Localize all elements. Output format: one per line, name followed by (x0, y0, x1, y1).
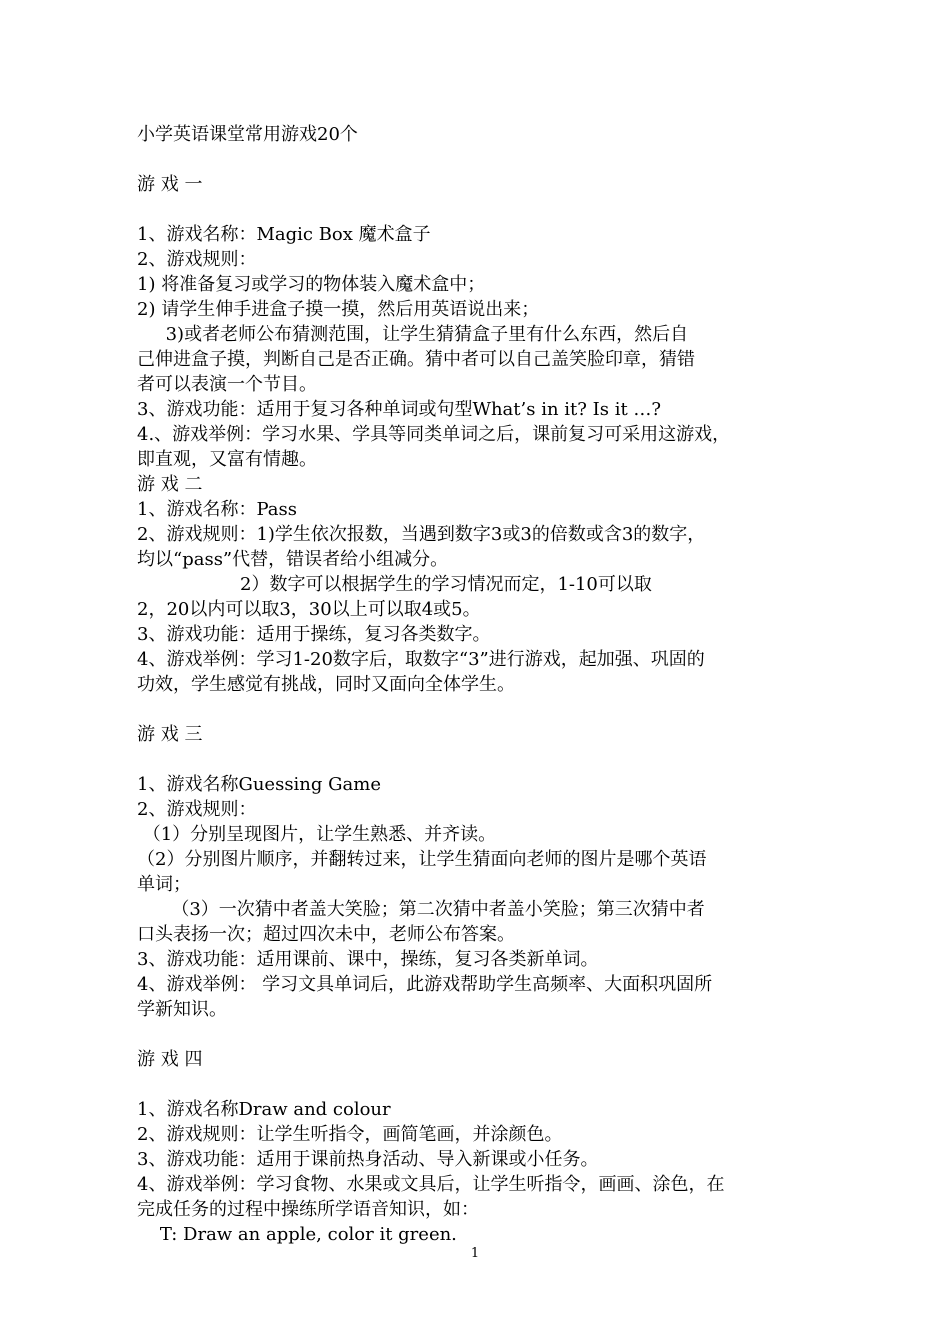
text-line: 2，20以内可以取3，30以上可以取4或5。 (137, 599, 481, 620)
blank-line (137, 1072, 827, 1097)
text-line: 4、游戏举例：学习1-20数字后，取数字“3”进行游戏，起加强、巩固的 (137, 649, 705, 670)
text-line: 功效，学生感觉有挑战，同时又面向全体学生。 (137, 674, 515, 695)
text-line: 1、游戏名称：Magic Box 魔术盒子 (137, 224, 431, 245)
blank-line (137, 147, 827, 172)
section-heading: 游 戏 一 (137, 174, 203, 195)
text-line: 1、游戏名称Draw and colour (137, 1099, 391, 1120)
document-body (137, 122, 827, 1247)
text-line: 1) 将准备复习或学习的物体装入魔术盒中； (137, 274, 486, 295)
text-line: 2、游戏规则： (137, 249, 257, 270)
text-line: 4、游戏举例：学习食物、水果或文具后，让学生听指令，画画、涂色，在 (137, 1174, 725, 1195)
text-line: 3、游戏功能：适用于课前热身活动、导入新课或小任务。 (137, 1149, 599, 1170)
document-title: 小学英语课堂常用游戏20个 (137, 124, 358, 145)
section-heading: 游 戏 二 (137, 474, 203, 495)
text-line: 3、游戏功能：适用课前、课中，操练，复习各类新单词。 (137, 949, 599, 970)
blank-line (137, 197, 827, 222)
text-line: 4.、游戏举例：学习水果、学具等同类单词之后，课前复习可采用这游戏， (137, 424, 731, 445)
blank-line (137, 747, 827, 772)
text-line: 者可以表演一个节目。 (137, 374, 317, 395)
text-line: 2) 请学生伸手进盒子摸一摸，然后用英语说出来； (137, 299, 540, 320)
text-line: 3)或者老师公布猜测范围，让学生猜猜盒子里有什么东西，然后自 (137, 324, 689, 345)
page-number: 1 (470, 1246, 480, 1261)
blank-line (137, 1022, 827, 1047)
text-line: 4、游戏举例： 学习文具单词后，此游戏帮助学生高频率、大面积巩固所 (137, 974, 713, 995)
text-line: 3、游戏功能：适用于操练，复习各类数字。 (137, 624, 491, 645)
blank-line (137, 697, 827, 722)
text-line: 即直观，又富有情趣。 (137, 449, 317, 470)
text-line: 2）数字可以根据学生的学习情况而定，1-10可以取 (137, 574, 652, 595)
text-line: 己伸进盒子摸，判断自己是否正确。猜中者可以自己盖笑脸印章，猜错 (137, 349, 695, 370)
text-line: 1、游戏名称：Pass (137, 499, 297, 520)
text-line: 2、游戏规则： (137, 799, 257, 820)
text-line: T: Draw an apple, color it green. (137, 1224, 457, 1245)
text-line: 3、游戏功能：适用于复习各种单词或句型What’s in it? Is it …? (137, 399, 662, 420)
text-line: 学新知识。 (137, 999, 227, 1020)
text-line: 均以“pass”代替，错误者给小组减分。 (137, 549, 449, 570)
text-line: 口头表扬一次；超过四次未中，老师公布答案。 (137, 924, 515, 945)
text-line: （2）分别图片顺序，并翻转过来，让学生猜面向老师的图片是哪个英语 (137, 849, 707, 870)
section-heading: 游 戏 四 (137, 1049, 203, 1070)
section-heading: 游 戏 三 (137, 724, 203, 745)
text-line: 2、游戏规则：1)学生依次报数，当遇到数字3或3的倍数或含3的数字， (137, 524, 706, 545)
text-line: 2、游戏规则：让学生听指令，画简笔画，并涂颜色。 (137, 1124, 563, 1145)
text-line: 完成任务的过程中操练所学语音知识，如： (137, 1199, 479, 1220)
text-line: 单词； (137, 874, 191, 895)
text-line: （1）分别呈现图片，让学生熟悉、并齐读。 (137, 824, 497, 845)
text-line: 1、游戏名称Guessing Game (137, 774, 381, 795)
text-line: （3）一次猜中者盖大笑脸；第二次猜中者盖小笑脸；第三次猜中者 (137, 899, 705, 920)
